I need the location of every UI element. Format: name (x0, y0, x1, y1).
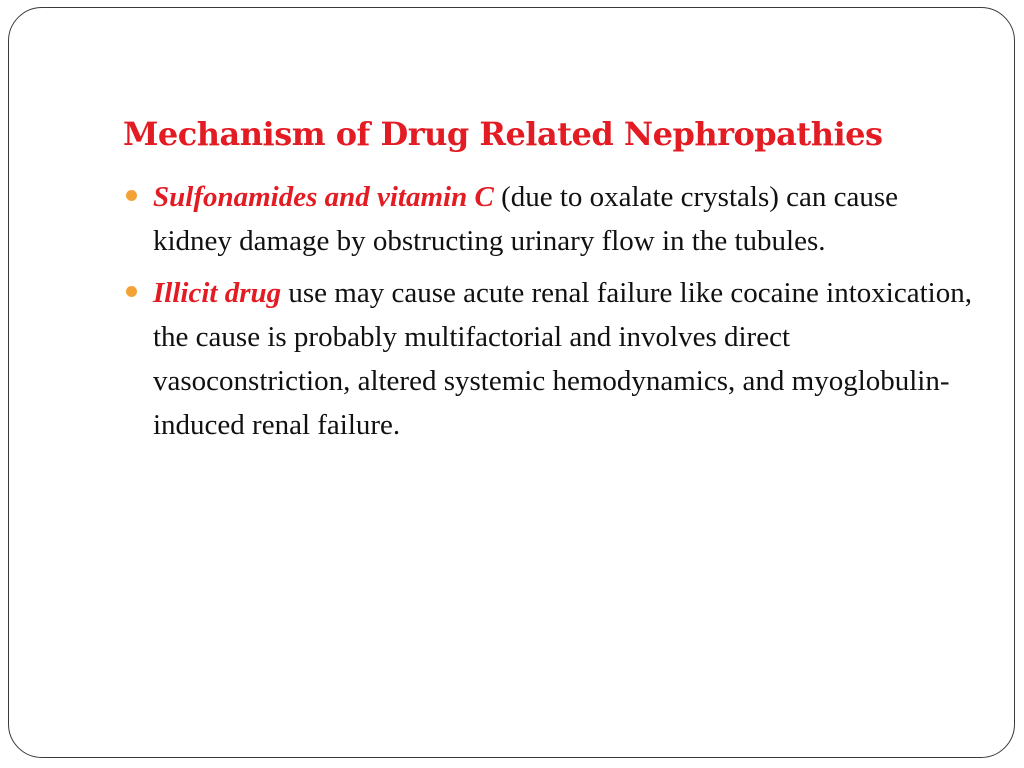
bullet-emphasis: Illicit drug (153, 277, 282, 309)
slide-title: Mechanism of Drug Related Nephropathies (123, 115, 883, 153)
bullet-text: (due to oxalate crystals) can cause kidney damage by obstructing urinary flow in the tubules. (153, 181, 899, 257)
bullet-emphasis: Sulfonamides and vitamin C (153, 181, 494, 213)
bullet-dot-icon (126, 286, 137, 297)
bullet-dot-icon (126, 190, 137, 201)
bullet-item-illicit-drug (123, 271, 973, 447)
bullet-item-sulfonamides (123, 175, 973, 263)
slide (8, 7, 1015, 758)
bullet-list (123, 175, 973, 455)
bullet-text: use may cause acute renal failure like cocaine intoxication, the cause is probably multifactorial and involves direct vasoconstriction, altered systemic hemodynamics, and myoglobulin-induced renal failure. (153, 277, 972, 441)
